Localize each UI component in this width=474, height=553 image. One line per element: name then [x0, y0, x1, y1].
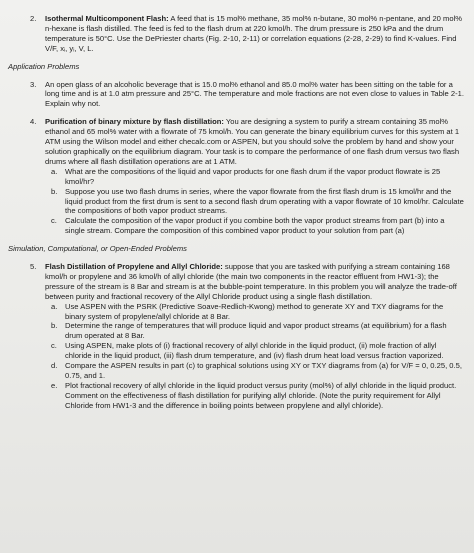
problem-5	[30, 262, 464, 411]
sub-question-letter: e.	[51, 380, 58, 390]
problem-number: 5.	[30, 262, 37, 272]
problem-text: A feed that is 15 mol% methane, 35 mol% n-butane, 30 mol% n-pentane, and 20 mol% n-hexane is flash distilled. The feed is fed to the flash drum at 220 kmol/h. The drum pressure is 250 kPa and the drum temperature is 50°C. Use the DePriester charts (Fig. 2-10, 2-11) or correlation equations (2-28, 2-29) to find K-values. Find V/F, xᵢ, yᵢ, V, L.	[45, 14, 463, 53]
sub-question-text: Compare the ASPEN results in part (c) to graphical solutions using XY or TXY diagrams from (a) for V/F = 0, 0.25, 0.5, 0.75, and 1.	[65, 361, 462, 380]
sub-question	[51, 187, 464, 217]
section-heading-simulation: Simulation, Computational, or Open-Ended Problems	[8, 244, 187, 254]
sub-question-text: What are the compositions of the liquid and vapor products for one flash drum if the vapor product flowrate is 25 kmol/hr?	[65, 166, 441, 186]
problem-2	[30, 14, 464, 54]
sub-question	[51, 167, 464, 187]
sub-question	[51, 216, 464, 236]
sub-question-letter: c.	[51, 216, 57, 226]
section-heading-application: Application Problems	[8, 61, 80, 71]
problem-title: Purification of binary mixture by flash distillation:	[45, 117, 224, 127]
sub-question	[51, 302, 464, 322]
sub-question-text: Calculate the composition of the vapor product if you combine both the vapor product streams from part (b) into a single stream. Compare the composition of this combined vapor product to your solution from part (a)	[65, 216, 445, 236]
problem-3	[30, 80, 464, 110]
sub-question-letter: a.	[51, 166, 58, 176]
sub-question-letter: b.	[51, 186, 58, 196]
problem-number: 4.	[30, 117, 37, 127]
sub-question-text: Suppose you use two flash drums in series, where the vapor flowrate from the first flash drum is 15 kmol/hr and the liquid product from the first drum is sent to a second flash drum operating with a vapor flowrate of 10 kmol/hr. Calculate the compositions of both vapor product streams.	[65, 186, 464, 216]
problem-text: suppose that you are tasked with purifying a stream containing 168 kmol/h or propylene and 36 kmol/h of allyl chloride (the main two components in the reactor effluent from HW1-3); the pressure of the stream is 8 Bar and stream is at the bubble-point temperature. In this problem you will analyze the trade-off between purity and fractional recovery of the Allyl Chloride product using a single flash distillation.	[45, 262, 457, 301]
problem-4	[30, 117, 464, 236]
problem-number: 3.	[30, 79, 37, 89]
problem-text: You are designing a system to purify a stream containing 35 mol% ethanol and 65 mol% water with a flowrate of 75 kmol/h. You can generate the binary equilibrium curves for this system at 1 ATM using the Wilson model and either checalc.com or ASPEN, but you should solve the problem by hand and show your solution graphically on the equilibrium diagram. Your task is to compare the performance of one flash drum versus two flash drums where all flash distillation operations are at 1 ATM.	[45, 117, 460, 166]
sub-question-text: Use ASPEN with the PSRK (Predictive Soave-Redlich-Kwong) method to generate XY and TXY diagrams for the binary system of propylene/allyl chloride at 8 Bar.	[65, 301, 444, 321]
sub-question-letter: d.	[51, 361, 58, 371]
problem-text: An open glass of an alcoholic beverage that is 15.0 mol% ethanol and 85.0 mol% water has been sitting on the table for a long time and is at 1.0 atm pressure and 25°C. The temperature and mole fractions are not even close to values in Table 2-1. Explain why not.	[45, 79, 464, 109]
problem-title: Isothermal Multicomponent Flash:	[45, 14, 169, 23]
sub-question	[51, 381, 464, 411]
sub-question-letter: b.	[51, 321, 58, 331]
sub-question-list	[45, 167, 464, 236]
sub-question-letter: c.	[51, 341, 57, 351]
sub-question-text: Plot fractional recovery of allyl chloride in the liquid product versus purity (mol%) of allyl chloride in the liquid product. Comment on the effectiveness of flash distillation for purifying allyl chloride. (Note the purity requirement for Allyl Chloride from HW1-3 and the difference in boiling points between propylene and allyl chloride).	[65, 380, 457, 410]
sub-question-list	[45, 302, 464, 411]
sub-question	[51, 321, 464, 341]
sub-question-text: Determine the range of temperatures that will produce liquid and vapor product streams (at equilibrium) for a flash drum operated at 8 Bar.	[65, 321, 447, 341]
problem-title: Flash Distillation of Propylene and Allyl Chloride:	[45, 262, 223, 272]
problem-number: 2.	[30, 14, 37, 23]
sub-question-text: Using ASPEN, make plots of (i) fractional recovery of allyl chloride in the liquid product, (ii) mole fraction of allyl chloride in the liquid product, (iii) flash drum temperature, and (iv) flash drum heat load versus fraction vaporized.	[65, 341, 444, 361]
sub-question	[51, 341, 464, 361]
sub-question-letter: a.	[51, 301, 58, 311]
sub-question	[51, 361, 464, 381]
